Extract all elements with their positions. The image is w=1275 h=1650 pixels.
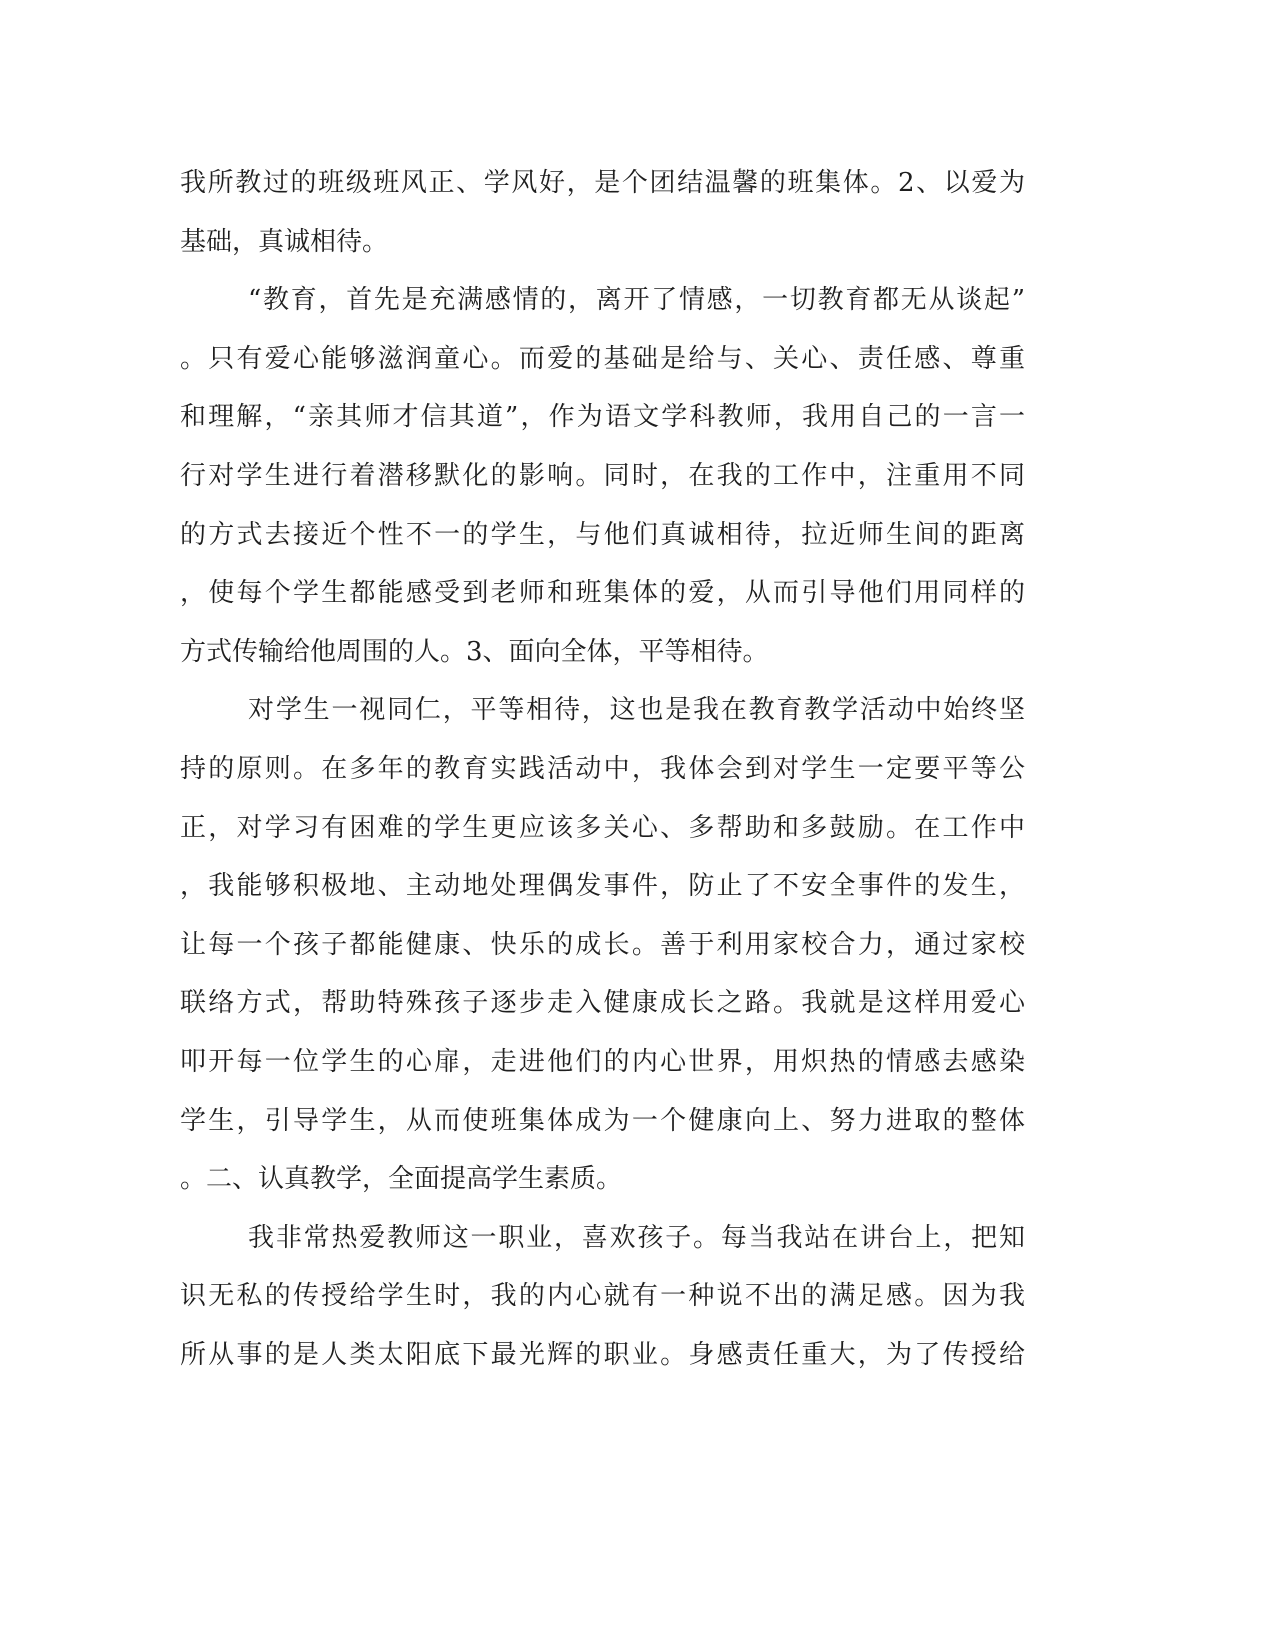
text-line: 对学生一视同仁，平等相待，这也是我在教育教学活动中始终坚: [248, 695, 1025, 726]
text-line: 学生，引导学生，从而使班集体成为一个健康向上、努力进取的整体: [180, 1105, 1025, 1136]
paragraph: [180, 271, 1025, 681]
paragraph: [180, 1209, 1025, 1385]
text-line: 正，对学习有困难的学生更应该多关心、多帮助和多鼓励。在工作中: [180, 812, 1025, 843]
text-line: 方式传输给他周围的人。3、面向全体，平等相待。: [180, 636, 769, 667]
text-line: 。二、认真教学，全面提高学生素质。: [180, 1164, 623, 1195]
text-line: 让每一个孩子都能健康、快乐的成长。善于利用家校合力，通过家校: [180, 929, 1025, 960]
text-line: 基础，真诚相待。: [180, 226, 389, 257]
text-line: 的方式去接近个性不一的学生，与他们真诚相待，拉近师生间的距离: [180, 519, 1025, 550]
text-line: 叩开每一位学生的心扉，走进他们的内心世界，用炽热的情感去感染: [180, 1046, 1025, 1077]
text-line: 和理解，“亲其师才信其道”，作为语文学科教师，我用自己的一言一: [180, 402, 1025, 433]
text-line: 行对学生进行着潜移默化的影响。同时，在我的工作中，注重用不同: [180, 460, 1025, 491]
text-line: ，使每个学生都能感受到老师和班集体的爱，从而引导他们用同样的: [180, 578, 1025, 609]
text-line: 联络方式，帮助特殊孩子逐步走入健康成长之路。我就是这样用爱心: [180, 988, 1025, 1019]
text-line: 。只有爱心能够滋润童心。而爱的基础是给与、关心、责任感、尊重: [180, 343, 1025, 374]
text-line: 识无私的传授给学生时，我的内心就有一种说不出的满足感。因为我: [180, 1281, 1025, 1312]
text-line: 所从事的是人类太阳底下最光辉的职业。身感责任重大，为了传授给: [180, 1339, 1025, 1370]
text-line: 我非常热爱教师这一职业，喜欢孩子。每当我站在讲台上，把知: [248, 1222, 1025, 1253]
paragraph: [180, 154, 1025, 271]
text-line: 我所教过的班级班风正、学风好，是个团结温馨的班集体。2、以爱为: [180, 168, 1025, 198]
paragraph: [180, 681, 1025, 1208]
text-line: “教育，首先是充满感情的，离开了情感，一切教育都无从谈起”: [248, 285, 1025, 316]
text-line: 持的原则。在多年的教育实践活动中，我体会到对学生一定要平等公: [180, 753, 1025, 784]
text-line: ，我能够积极地、主动地处理偶发事件，防止了不安全事件的发生，: [180, 871, 1025, 902]
document-body: [180, 154, 1025, 1384]
